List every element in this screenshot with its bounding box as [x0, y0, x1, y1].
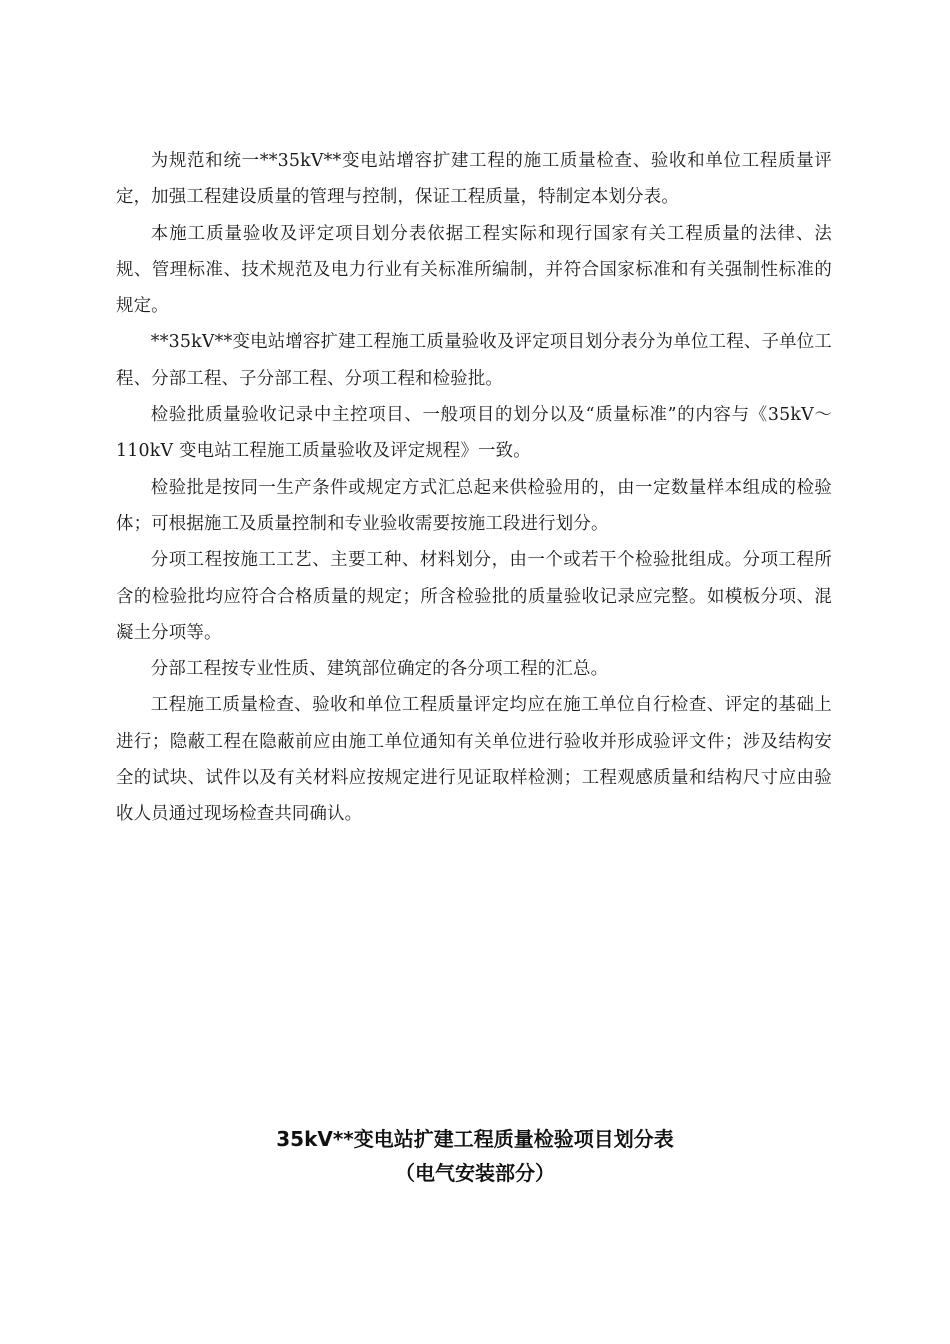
- title-block: [0, 1122, 950, 1190]
- document-title: 35kV**变电站扩建工程质量检验项目划分表: [276, 1127, 674, 1151]
- paragraph-purpose: 为规范和统一**35kV**变电站增容扩建工程的施工质量检查、验收和单位工程质量评定，加强工程建设质量的管理与控制，保证工程质量，特制定本划分表。: [116, 151, 832, 208]
- document-body: [116, 143, 832, 833]
- paragraph-inspection-lot: 检验批是按同一生产条件或规定方式汇总起来供检验用的，由一定数量样本组成的检验体；可根据施工及质量控制和专业验收需要按施工段进行划分。: [116, 477, 832, 534]
- paragraph-sub-division: 分部工程按专业性质、建筑部位确定的各分项工程的汇总。: [150, 659, 609, 680]
- paragraph-basis: 本施工质量验收及评定项目划分表依据工程实际和现行国家有关工程质量的法律、法规、管理标准、技术规范及电力行业有关标准所编制，并符合国家标准和有关强制性标准的规定。: [116, 223, 832, 317]
- paragraph-sub-item: 分项工程按施工工艺、主要工种、材料划分，由一个或若干个检验批组成。分项工程所含的检验批均应符合合格质量的规定；所含检验批的质量验收记录应完整。如模板分项、混凝土分项等。: [116, 550, 832, 643]
- paragraph-quality-check: 工程施工质量检查、验收和单位工程质量评定均应在施工单位自行检查、评定的基础上进行；隐蔽工程在隐蔽前应由施工单位通知有关单位进行验收并形成验评文件；涉及结构安全的试块、试件以及有关材料应按规定进行见证取样检测；工程观感质量和结构尺寸应由验收人员通过现场检查共同确认。: [116, 695, 832, 825]
- document-subtitle: （电气安装部分）: [395, 1161, 555, 1185]
- paragraph-division: **35kV**变电站增容扩建工程施工质量验收及评定项目划分表分为单位工程、子单位工程、分部工程、子分部工程、分项工程和检验批。: [116, 332, 832, 389]
- paragraph-inspection-record: 检验批质量验收记录中主控项目、一般项目的划分以及“质量标准”的内容与《35kV～110kV 变电站工程施工质量验收及评定规程》一致。: [116, 405, 832, 462]
